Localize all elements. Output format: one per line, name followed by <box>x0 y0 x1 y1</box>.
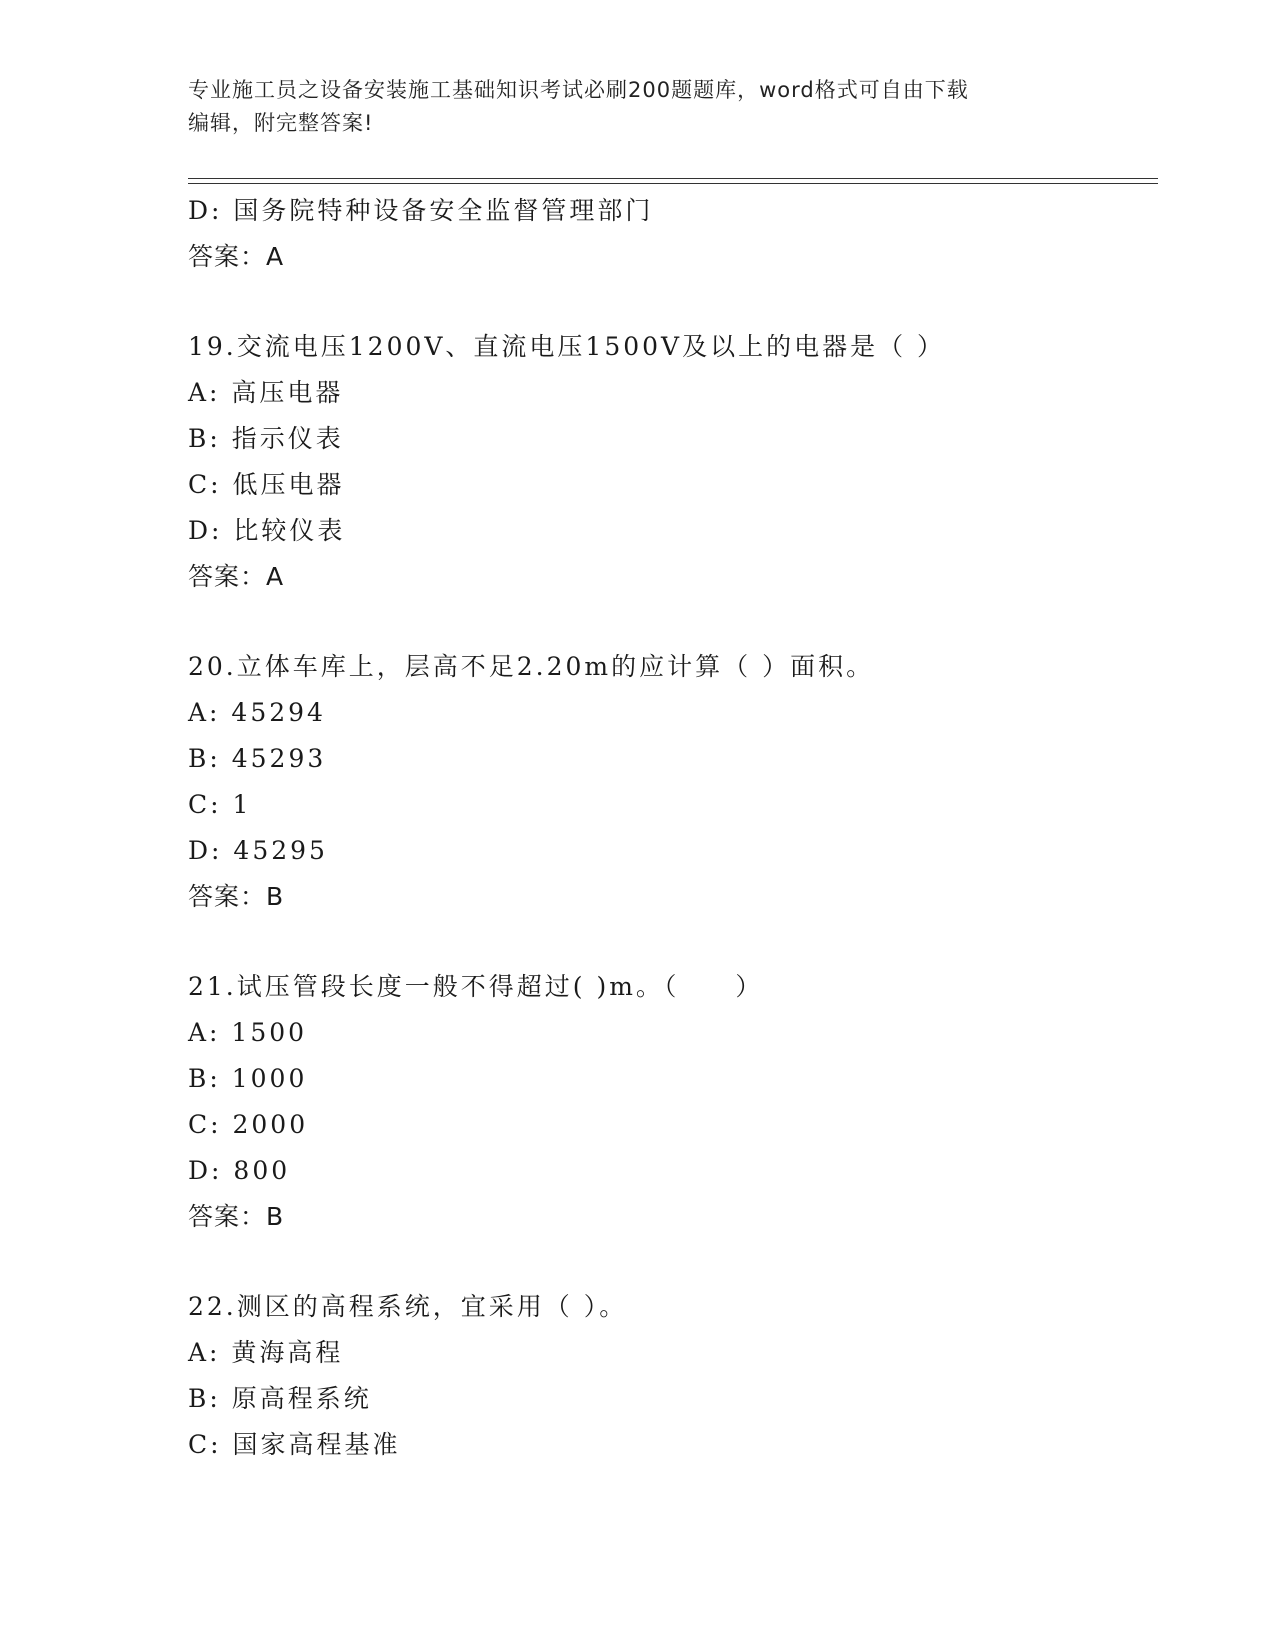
header-divider-top <box>188 178 1158 179</box>
option-a: A: 1500 <box>188 1018 308 1047</box>
header-title-line-2: 编辑，附完整答案! <box>188 111 374 135</box>
question-stem: 20.立体车库上，层高不足2.20m的应计算（ ）面积。 <box>188 652 875 681</box>
option-a: A: 45294 <box>188 698 326 727</box>
option-d: D: 比较仪表 <box>188 516 346 545</box>
previous-question-tail <box>188 188 1148 280</box>
question-stem: 21.试压管段长度一般不得超过( )m。（ ） <box>188 972 764 1001</box>
answer-line: 答案：B <box>188 882 285 911</box>
option-d: D: 45295 <box>188 836 328 865</box>
option-b: B: 1000 <box>188 1064 308 1093</box>
option-d: D: 国务院特种设备安全监督管理部门 <box>188 196 654 225</box>
option-b: B: 45293 <box>188 744 327 773</box>
header-divider-bottom <box>188 183 1158 184</box>
option-c: C: 2000 <box>188 1110 309 1139</box>
question-21 <box>188 964 1148 1240</box>
option-c: C: 低压电器 <box>188 470 345 499</box>
header-title-line-1: 专业施工员之设备安装施工基础知识考试必刷200题题库，word格式可自由下载 <box>188 78 969 102</box>
question-list <box>188 188 1148 1468</box>
option-b: B: 原高程系统 <box>188 1384 372 1413</box>
spacer <box>188 1240 1148 1284</box>
option-c: C: 国家高程基准 <box>188 1430 401 1459</box>
option-a: A: 高压电器 <box>188 378 344 407</box>
document-header <box>188 74 1088 140</box>
answer-line: 答案：A <box>188 242 285 271</box>
question-19 <box>188 324 1148 600</box>
question-stem: 22.测区的高程系统，宜采用（ ）。 <box>188 1292 628 1321</box>
question-stem: 19.交流电压1200V、直流电压1500V及以上的电器是（ ） <box>188 332 946 361</box>
option-d: D: 800 <box>188 1156 291 1185</box>
option-c: C: 1 <box>188 790 252 819</box>
option-b: B: 指示仪表 <box>188 424 344 453</box>
answer-line: 答案：B <box>188 1202 285 1231</box>
question-20 <box>188 644 1148 920</box>
spacer <box>188 280 1148 324</box>
spacer <box>188 600 1148 644</box>
spacer <box>188 920 1148 964</box>
answer-line: 答案：A <box>188 562 285 591</box>
option-a: A: 黄海高程 <box>188 1338 344 1367</box>
question-22 <box>188 1284 1148 1468</box>
